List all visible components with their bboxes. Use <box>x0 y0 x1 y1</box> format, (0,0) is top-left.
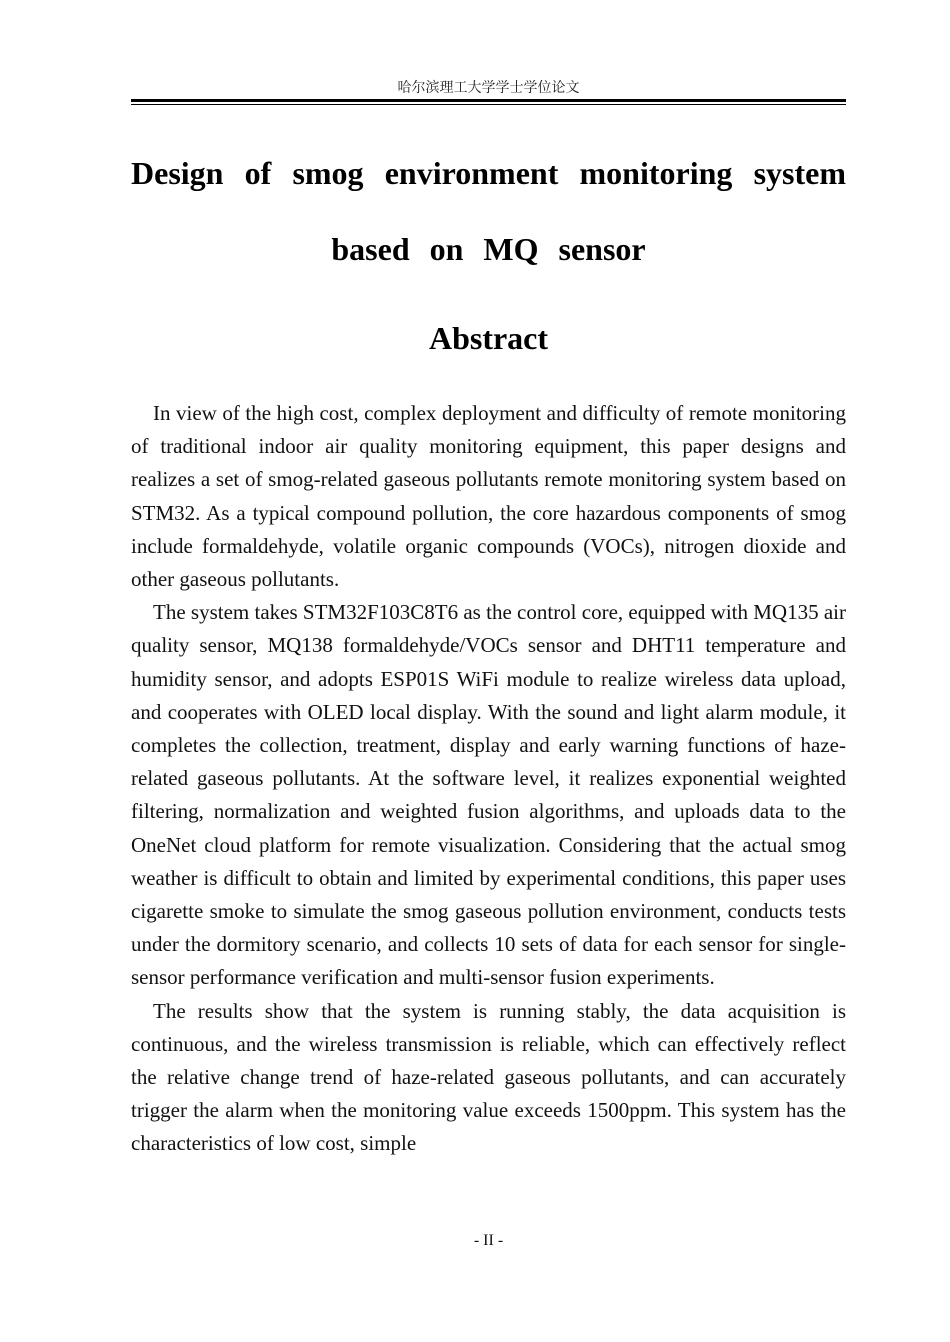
thesis-title-line-2: based on MQ sensor <box>331 231 646 267</box>
header-rule-thin <box>131 104 846 105</box>
page-number: - II - <box>473 1232 504 1249</box>
running-header: 哈尔滨理工大学学士学位论文 <box>397 80 580 96</box>
abstract-paragraph-3: The results show that the system is running stably, the data acquisition is continuous, and the wireless transmission is reliable, which can effectively reflect the relative change trend of haze-related gaseous pollutants, and can accurately trigger the alarm when the monitoring value exceeds 1500ppm. This system has the characteristics of low cost, simple <box>131 998 846 1156</box>
abstract-paragraph-2: The system takes STM32F103C8T6 as the control core, equipped with MQ135 air quality sensor, MQ138 formaldehyde/VOCs sensor and DHT11 temperature and humidity sensor, and adopts ESP01S WiFi module to realize wireless data upload, and cooperates with OLED local display. With the sound and light alarm module, it completes the collection, treatment, display and early warning functions of haze-related gaseous pollutants. At the software level, it realizes exponential weighted filtering, normalization and weighted fusion algorithms, and uploads data to the OneNet cloud platform for remote visualization. Considering that the actual smog weather is difficult to obtain and limited by experimental conditions, this paper uses cigarette smoke to simulate the smog gaseous pollution environment, conducts tests under the dormitory scenario, and collects 10 sets of data for each sensor for single-sensor performance verification and multi-sensor fusion experiments. <box>131 600 846 990</box>
header-rule-thick <box>131 99 846 102</box>
thesis-title-line-1: Design of smog environment monitoring system <box>131 155 846 191</box>
abstract-paragraph-1: In view of the high cost, complex deployment and difficulty of remote monitoring of traditional indoor air quality monitoring equipment, this paper designs and realizes a set of smog-related gaseous pollutants remote monitoring system based on STM32. As a typical compound pollution, the core hazardous components of smog include formaldehyde, volatile organic compounds (VOCs), nitrogen dioxide and other gaseous pollutants. <box>131 401 846 592</box>
abstract-heading: Abstract <box>428 320 549 356</box>
abstract-body <box>131 397 846 1161</box>
